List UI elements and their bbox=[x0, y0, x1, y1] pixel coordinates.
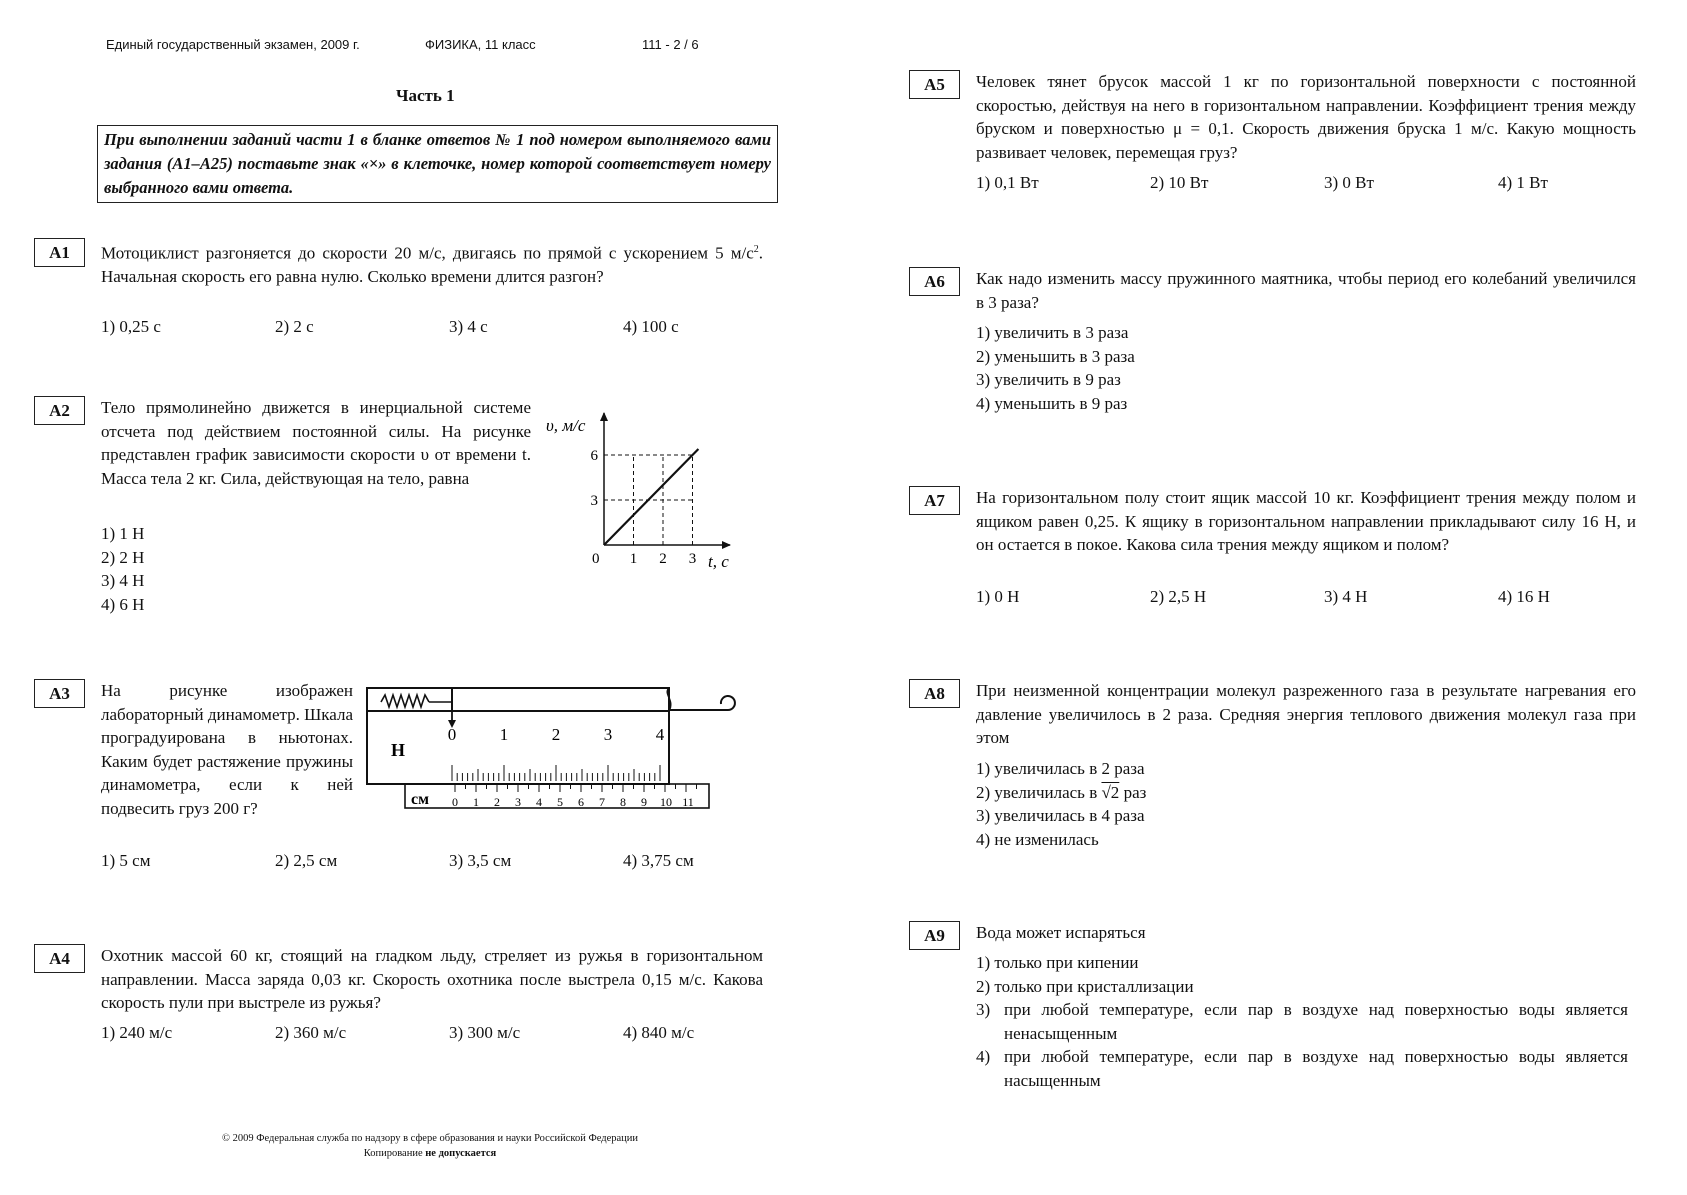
options-a4 bbox=[101, 1023, 723, 1043]
option-a5-4: 4) 1 Вт bbox=[1498, 173, 1548, 192]
hook bbox=[721, 696, 735, 710]
question-text-a4: Охотник массой 60 кг, стоящий на гладком льду, стреляет из ружья в горизонтальном направлении. Масса заряда 0,03 кг. Скорость охотника после выстрела 0,15 м/с. Какова скорость пули при выстреле из ружья? bbox=[101, 946, 763, 1012]
variant-code: 111 - 2 / 6 bbox=[642, 37, 699, 52]
footer-copy-notice: Копирование не допускается bbox=[363, 1148, 497, 1159]
option-a5-3: 3) 0 Вт bbox=[1324, 173, 1374, 192]
cm-scale bbox=[455, 784, 697, 792]
option-a2-2: 2) 2 Н bbox=[101, 547, 145, 567]
exam-title: Единый государственный экзамен, 2009 г. bbox=[106, 37, 360, 52]
y-axis-label: υ, м/с bbox=[546, 416, 586, 435]
newton-tick-label: 3 bbox=[603, 725, 613, 744]
options-a9 bbox=[976, 951, 1628, 1092]
question-text-a8: При неизменной концентрации молекул разреженного газа в результате нагревания его давление увеличилось в 2 раза. Средняя энергия теплового движения молекул газа при этом bbox=[976, 681, 1636, 747]
question-text-a5: Человек тянет брусок массой 1 кг по горизонтальной поверхности с постоянной скоростью, действуя на него в горизонтальном направлении. Коэффициент трения между бруском и поверхностью μ = 0,1. Скорость движения бруска 1 м/с. Какую мощность развивает человек, перемещая груз? bbox=[976, 72, 1636, 162]
option-a2-1: 1) 1 Н bbox=[101, 524, 145, 543]
cm-unit-label: см bbox=[411, 791, 429, 808]
option-a3-2: 2) 2,5 см bbox=[275, 851, 338, 870]
option-a7-1: 1) 0 Н bbox=[976, 587, 1020, 606]
y-tick-label: 6 bbox=[590, 448, 598, 464]
option-a1-1: 1) 0,25 с bbox=[101, 317, 161, 336]
cm-tick-label: 5 bbox=[557, 795, 563, 809]
footer-copyright: © 2009 Федеральная служба по надзору в сфере образования и науки Российской Федерации bbox=[221, 1133, 639, 1144]
question-label-a4: А4 bbox=[34, 944, 85, 973]
origin-label: 0 bbox=[592, 551, 600, 567]
option-a1-3: 3) 4 с bbox=[449, 317, 488, 336]
options-a8 bbox=[976, 757, 1146, 851]
newton-tick-label: 0 bbox=[447, 725, 457, 744]
option-a4-3: 3) 300 м/с bbox=[449, 1023, 521, 1042]
cm-tick-label: 6 bbox=[578, 795, 584, 809]
option-a4-2: 2) 360 м/с bbox=[275, 1023, 347, 1042]
question-text-a2: Тело прямолинейно движется в инерциальной системе отсчета под действием постоянной силы. На рисунке представлен график зависимости скорости υ от времени t. Масса тела 2 кг. Сила, действующая на тело, равна bbox=[101, 398, 531, 488]
cm-tick-label: 1 bbox=[473, 795, 479, 809]
option-a6-1: 1) увеличить в 3 раза bbox=[976, 323, 1129, 342]
instruction-box: При выполнении заданий части 1 в бланке ответов № 1 под номером выполняемого вами задания (А1–А25) поставьте знак «×» в клеточке, номер которой соответствует номеру выбранного вами ответа. bbox=[97, 125, 778, 203]
cm-tick-label: 7 bbox=[599, 795, 605, 809]
velocity-line bbox=[604, 449, 698, 545]
option-a1-2: 2) 2 с bbox=[275, 317, 314, 336]
question-label-a2: А2 bbox=[34, 396, 85, 425]
cm-tick-label: 2 bbox=[494, 795, 500, 809]
option-a6-4: 4) уменьшить в 9 раз bbox=[976, 393, 1128, 413]
cm-tick-label: 0 bbox=[452, 795, 458, 809]
cm-tick-label: 10 bbox=[660, 795, 672, 809]
option-a1-4: 4) 100 с bbox=[623, 317, 679, 336]
question-label-a5: А5 bbox=[909, 70, 960, 99]
cm-tick-label: 8 bbox=[620, 795, 626, 809]
option-a7-2: 2) 2,5 Н bbox=[1150, 587, 1207, 606]
question-label-a7: А7 bbox=[909, 486, 960, 515]
option-a7-4: 4) 16 Н bbox=[1498, 587, 1550, 606]
cm-tick-label: 4 bbox=[536, 795, 542, 809]
x-tick-label: 2 bbox=[659, 551, 667, 567]
option-a8-2: 2) увеличилась в √2 раз bbox=[976, 782, 1147, 802]
dynamometer-figure bbox=[363, 680, 749, 815]
options-a3 bbox=[101, 851, 723, 871]
option-a2-3: 3) 4 Н bbox=[101, 571, 145, 590]
option-a5-2: 2) 10 Вт bbox=[1150, 173, 1209, 192]
option-a9-4: 4) при любой температуре, если пар в воздухе над поверхностью воды является насыщенным bbox=[976, 1047, 1628, 1090]
question-label-a3: А3 bbox=[34, 679, 85, 708]
newton-scale bbox=[452, 765, 660, 781]
x-axis-label: t, с bbox=[708, 552, 729, 571]
spring bbox=[381, 695, 429, 707]
question-text-a3: На рисунке изображен лабораторный динамометр. Шкала проградуирована в ньютонах. Каким будет растяжение пружины динамометра, если к ней подвесить груз 200 г? bbox=[101, 681, 353, 818]
question-text-a7: На горизонтальном полу стоит ящик массой 10 кг. Коэффициент трения между полом и ящиком равен 0,25. К ящику в горизонтальном направлении прикладывают силу 16 Н, и он остается в покое. Какова сила трения между ящиком и полом? bbox=[976, 488, 1636, 554]
option-a9-3: 3) при любой температуре, если пар в воздухе над поверхностью воды является ненасыщенным bbox=[976, 1000, 1628, 1043]
y-tick-label: 3 bbox=[590, 493, 598, 509]
part-title: Часть 1 bbox=[396, 86, 455, 105]
option-a2-4: 4) 6 Н bbox=[101, 594, 145, 614]
options-a1 bbox=[101, 317, 723, 337]
cm-tick-label: 3 bbox=[515, 795, 521, 809]
options-a7 bbox=[976, 587, 1598, 607]
question-label-a1: А1 bbox=[34, 238, 85, 267]
option-a8-3: 3) увеличилась в 4 раза bbox=[976, 806, 1145, 825]
option-a4-1: 1) 240 м/с bbox=[101, 1023, 173, 1042]
newton-unit-label: Н bbox=[391, 740, 406, 760]
question-text-a9: Вода может испаряться bbox=[976, 923, 1146, 942]
option-a8-1: 1) увеличилась в 2 раза bbox=[976, 759, 1145, 778]
option-a7-3: 3) 4 Н bbox=[1324, 587, 1368, 606]
option-a3-1: 1) 5 см bbox=[101, 851, 151, 870]
newton-tick-label: 2 bbox=[551, 725, 561, 744]
option-a3-3: 3) 3,5 см bbox=[449, 851, 512, 870]
x-tick-label: 3 bbox=[688, 551, 697, 567]
subject-title: ФИЗИКА, 11 класс bbox=[425, 37, 536, 52]
option-a8-4: 4) не изменилась bbox=[976, 829, 1099, 849]
question-label-a8: А8 bbox=[909, 679, 960, 708]
question-label-a9: А9 bbox=[909, 921, 960, 950]
newton-tick-label: 1 bbox=[499, 725, 509, 744]
question-label-a6: А6 bbox=[909, 267, 960, 296]
option-a9-2: 2) только при кристаллизации bbox=[976, 976, 1194, 996]
velocity-time-graph bbox=[540, 405, 740, 575]
options-a5 bbox=[976, 173, 1598, 193]
option-a5-1: 1) 0,1 Вт bbox=[976, 173, 1039, 192]
question-text-a6: Как надо изменить массу пружинного маятника, чтобы период его колебаний увеличился в 3 раза? bbox=[976, 269, 1636, 312]
option-a6-3: 3) увеличить в 9 раз bbox=[976, 370, 1121, 389]
option-a6-2: 2) уменьшить в 3 раза bbox=[976, 346, 1135, 366]
x-tick-label: 1 bbox=[629, 551, 638, 567]
newton-tick-label: 4 bbox=[655, 725, 665, 744]
question-text-a1: Мотоциклист разгоняется до скорости 20 м/с, двигаясь по прямой с ускорением 5 $м/с^2$. Начальная скорость его равна нулю. Сколько времени длится разгон? bbox=[101, 243, 763, 287]
option-a9-1: 1) только при кипении bbox=[976, 953, 1139, 972]
options-a6 bbox=[976, 321, 1135, 415]
option-a3-4: 4) 3,75 см bbox=[623, 851, 694, 870]
cm-tick-label: 9 bbox=[641, 795, 647, 809]
options-a2 bbox=[101, 522, 144, 616]
cm-tick-label: 11 bbox=[682, 795, 694, 809]
option-a4-4: 4) 840 м/с bbox=[623, 1023, 695, 1042]
